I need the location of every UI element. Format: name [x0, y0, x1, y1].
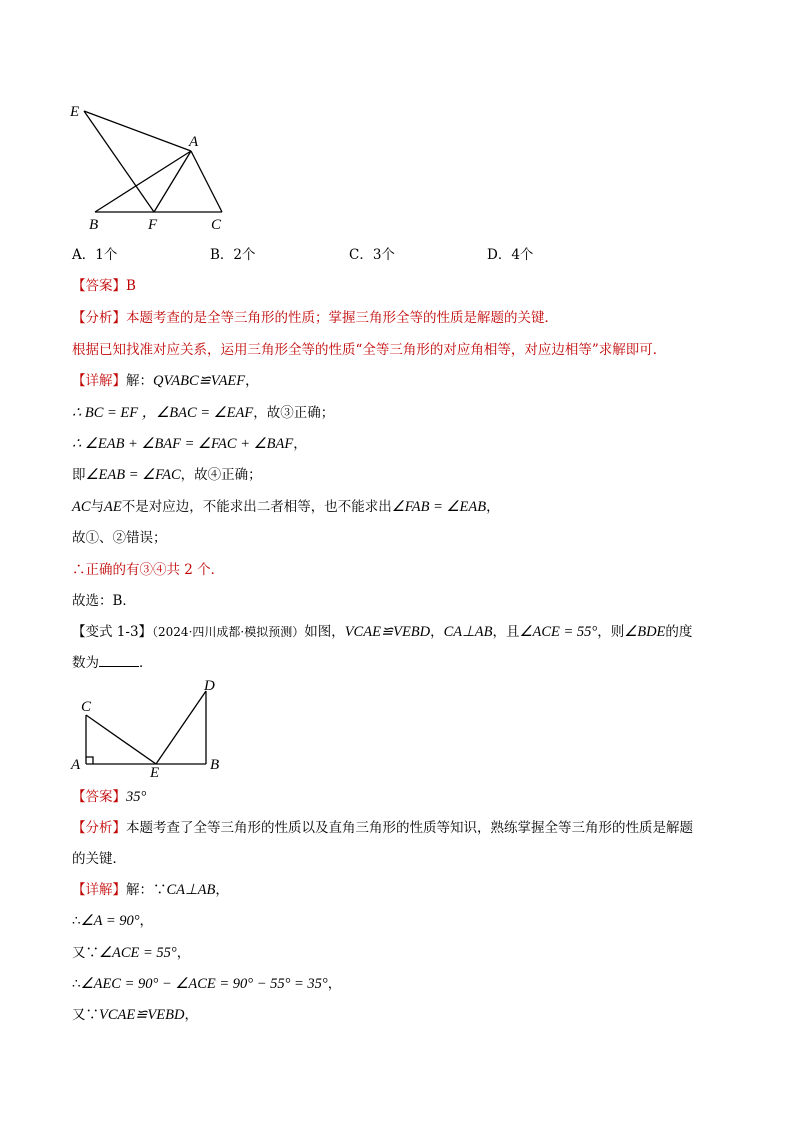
segment-ea	[84, 111, 191, 151]
analysis-text: 本题考查的是全等三角形的性质；掌握三角形全等的性质是解题的关键．	[126, 310, 558, 326]
label-b2: B	[210, 757, 220, 773]
detail-step2-text: ，故③正确；	[253, 405, 335, 421]
detail-line-6: 故①、②错误；	[72, 530, 167, 546]
variant-d3-end: ，	[176, 945, 191, 961]
variant-d1-end: ，	[215, 882, 229, 898]
label-c2: C	[81, 699, 92, 715]
variant-detail-line-2	[72, 911, 153, 931]
right-angle-mark	[86, 757, 93, 764]
variant-d4-end: ，	[327, 976, 342, 992]
variant-source: （2024·四川成都·模拟预测）	[152, 625, 305, 639]
label-a2: A	[71, 757, 81, 773]
label-a: A	[189, 134, 199, 150]
triangle-figure-1	[68, 98, 238, 238]
variant-stem-4: ，则	[597, 624, 625, 640]
variant-stem-5: 的度	[665, 624, 693, 640]
variant-analysis-tag: 【分析】	[72, 820, 126, 836]
variant-detail-line-4	[72, 974, 341, 994]
detail-step4-end: ，故④正确；	[180, 467, 262, 483]
variant-stem-math-3: ∠ACE = 55°	[519, 624, 598, 640]
label-f: F	[148, 217, 158, 233]
variant-stem-line-2: 数为	[72, 655, 99, 671]
segment-ed	[156, 691, 206, 764]
label-e2: E	[150, 765, 160, 781]
variant-d5-end: ，	[184, 1007, 198, 1023]
detail-step3-text: ，	[293, 436, 307, 452]
variant-analysis-line-2: 的关键．	[72, 851, 126, 867]
triangle-figure-2	[68, 675, 228, 783]
variant-stem-math-2: CA⊥AB	[443, 624, 493, 640]
variant-d5-text: 又∵	[72, 1007, 99, 1023]
detail-step4-text: 即	[72, 467, 86, 483]
variant-d2-math: ∠A = 90°	[80, 913, 140, 929]
analysis-line	[72, 308, 558, 328]
label-d2: D	[204, 678, 215, 694]
detail-step5-math-3: ∠FAB = ∠EAB	[391, 499, 487, 515]
segment-ba	[95, 151, 191, 212]
option-d: D．4个	[487, 247, 534, 263]
variant-d3-math: ∠ACE = 55°	[99, 945, 177, 961]
variant-answer-value: 35°	[126, 789, 147, 805]
label-b: B	[89, 217, 99, 233]
variant-stem-2: ，	[430, 624, 444, 640]
variant-analysis-text: 本题考查了全等三角形的性质以及直角三角形的性质等知识，熟练掌握全等三角形的性质是解题	[126, 820, 693, 836]
variant-question-line-2	[72, 653, 153, 673]
answer-value: B	[126, 278, 136, 294]
detail-line-3	[72, 434, 307, 454]
variant-answer-tag: 【答案】	[72, 789, 126, 805]
variant-detail-line-1	[72, 880, 229, 900]
detail-step2-math: ∴ BC = EF ，∠BAC = ∠EAF	[72, 405, 254, 421]
detail-line-5	[72, 497, 500, 517]
variant-d4-math: ∠AEC = 90° − ∠ACE = 90° − 55° = 35°	[80, 976, 328, 992]
segment-fa	[154, 151, 191, 212]
label-c: C	[211, 217, 222, 233]
variant-d5-math: VCAE≌VEBD	[99, 1007, 185, 1023]
detail-step5-math-2: AE	[104, 499, 122, 515]
detail-step5-end: ，	[486, 499, 500, 515]
variant-answer-line	[72, 787, 146, 807]
segment-ce	[86, 715, 156, 764]
variant-d1-math: CA⊥AB	[166, 882, 216, 898]
segment-ac	[191, 151, 222, 212]
variant-stem-math-1: VCAE≌VEBD	[344, 624, 431, 640]
variant-d1-text: 解：∵	[126, 882, 167, 898]
variant-d4-text: ∴	[72, 976, 81, 992]
option-c: C．3个	[349, 247, 395, 263]
detail-step5-text-1: 与	[90, 499, 105, 515]
answer-blank	[99, 653, 139, 667]
variant-question-line-1	[72, 622, 692, 642]
detail-step1-end: ，	[245, 373, 259, 389]
detail-step5-math-1: AC	[72, 499, 91, 515]
option-b: B．2个	[210, 247, 256, 263]
analysis-tag: 【分析】	[72, 310, 126, 326]
variant-stem-line-2-end: ．	[139, 655, 153, 671]
detail-line-2	[72, 403, 334, 423]
variant-d3-text: 又∵	[72, 945, 99, 961]
detail-line-8: 故选：B．	[72, 593, 136, 609]
label-e: E	[70, 104, 80, 120]
variant-detail-line-3	[72, 943, 190, 963]
answer-line	[72, 276, 136, 296]
detail-tag: 【详解】	[72, 373, 126, 389]
analysis-line-2: 根据已知找准对应关系，运用三角形全等的性质“全等三角形的对应角相等，对应边相等”求解即可．	[72, 342, 667, 358]
variant-d2-end: ，	[139, 913, 154, 929]
option-a: A．1个	[72, 247, 118, 263]
detail-step3-math: ∴ ∠EAB + ∠BAF = ∠FAC + ∠BAF	[72, 436, 294, 452]
variant-tag: 【变式 1-3】	[72, 624, 153, 640]
detail-step5-text-2: 不是对应边，不能求出二者相等，也不能求出	[121, 499, 392, 515]
variant-stem-math-4: ∠BDE	[624, 624, 666, 640]
detail-line-7: ∴正确的有③④共 2 个．	[72, 562, 225, 578]
detail-line-4	[72, 465, 262, 485]
answer-tag: 【答案】	[72, 278, 126, 294]
variant-analysis-line	[72, 818, 693, 838]
detail-step4-math: ∠EAB = ∠FAC	[85, 467, 181, 483]
variant-stem-3: ，且	[492, 624, 520, 640]
variant-d2-text: ∴	[72, 913, 81, 929]
variant-detail-tag: 【详解】	[72, 882, 126, 898]
variant-detail-line-5	[72, 1005, 198, 1025]
detail-step1-text: 解：	[126, 373, 153, 389]
variant-stem-1: 如图，	[304, 624, 345, 640]
detail-step1-math: QVABC≌VAEF	[153, 373, 246, 389]
detail-line-1	[72, 371, 259, 391]
